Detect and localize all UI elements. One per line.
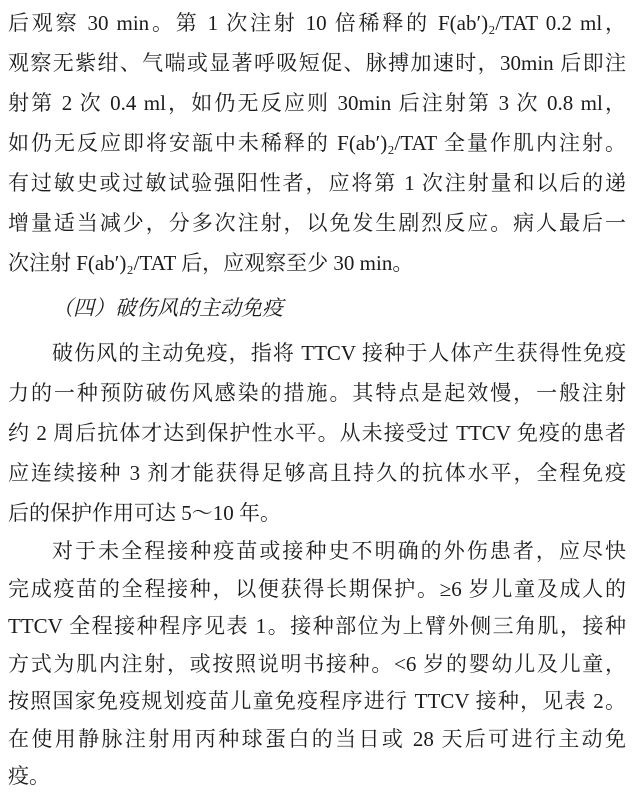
text-line: 对于未全程接种疫苗或接种史不明确的外伤患者，应尽快 — [52, 539, 626, 563]
paragraph-tat-injection-procedure — [8, 3, 626, 283]
text-line: 观察无紫绀、气喘或显著呼吸短促、脉搏加速时，30min 后即注 — [8, 51, 626, 75]
text-line: 射第 2 次 0.4 ml，如仍无反应则 30min 后注射第 3 次 0.8 ml， — [8, 91, 626, 115]
text-line: 按照国家免疫规划疫苗儿童免疫程序进行 TTCV 接种，见表 2。 — [8, 689, 626, 713]
text-line: 力的一种预防破伤风感染的措施。其特点是起效慢，一般注射 — [8, 381, 626, 405]
text-line: 应连续接种 3 剂才能获得足够高且持久的抗体水平，全程免疫 — [8, 461, 626, 485]
paragraph-active-immunity-description — [8, 333, 626, 533]
text-line: 方式为肌内注射，或按照说明书接种。<6 岁的婴幼儿及儿童， — [8, 651, 626, 676]
text-line: 后的保护作用可达 5～10 年。 — [8, 501, 281, 525]
text-line: 约 2 周后抗体才达到保护性水平。从未接受过 TTCV 免疫的患者 — [8, 421, 626, 445]
text-line: 完成疫苗的全程接种，以便获得长期保护。≥6 岁儿童及成人的 — [8, 576, 626, 601]
text-line: 如仍无反应即将安瓿中未稀释的 F(ab′)₂/TAT 全量作肌内注射。 — [8, 131, 626, 155]
text-line: 增量适当减少，分多次注射，以免发生剧烈反应。病人最后一 — [8, 211, 626, 235]
paragraph-vaccination-schedule — [8, 533, 626, 796]
text-line: 破伤风的主动免疫，指将 TTCV 接种于人体产生获得性免疫 — [52, 341, 626, 365]
text-line: 疫。 — [8, 764, 50, 788]
text-line: 次注射 F(ab′)₂/TAT 后，应观察至少 30 min。 — [8, 251, 414, 275]
text-line: TTCV 全程接种程序见表 1。接种部位为上臂外侧三角肌，接种 — [8, 614, 626, 638]
text-line: 在使用静脉注射用丙种球蛋白的当日或 28 天后可进行主动免 — [8, 726, 626, 751]
section-heading-active-immunization — [8, 283, 626, 333]
section-heading-text: （四）破伤风的主动免疫 — [52, 296, 283, 320]
text-line: 后观察 30 min。第 1 次注射 10 倍稀释的 F(ab′)₂/TAT 0.2 ml， — [8, 11, 626, 35]
text-line: 有过敏史或过敏试验强阳性者，应将第 1 次注射量和以后的递 — [8, 171, 626, 195]
